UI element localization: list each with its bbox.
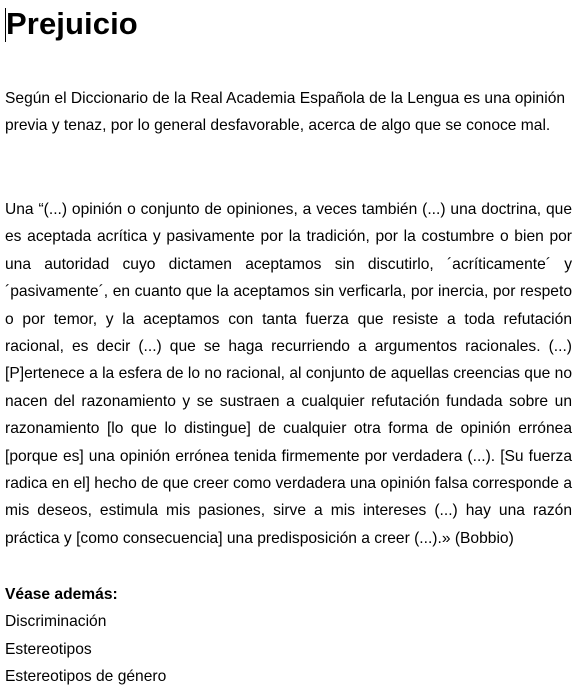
see-also-item-estereotipos-de-genero[interactable]: Estereotipos de género bbox=[5, 668, 167, 686]
definition-paragraph[interactable]: Según el Diccionario de la Real Academia Española de la Lengua es una opinión previa y tenaz, por lo general desfavorable, acerca de algo que se conoce mal. bbox=[5, 90, 566, 135]
title-area bbox=[5, 0, 572, 50]
see-also-heading: Véase además: bbox=[5, 586, 118, 603]
document-page[interactable] bbox=[5, 0, 572, 686]
see-also-section bbox=[5, 581, 572, 691]
page-title[interactable]: Prejuicio bbox=[6, 6, 138, 41]
see-also-item-discriminacion[interactable]: Discriminación bbox=[5, 613, 107, 631]
see-also-item-estereotipos[interactable]: Estereotipos bbox=[5, 640, 92, 658]
quote-paragraph[interactable]: Una “(...) opinión o conjunto de opiniones, a veces también (...) una doctrina, que es aceptada acrítica y pasivamente por la tradición, por la costumbre o bien por una autoridad cuyo dictamen aceptamos sin discutirlo, ´acríticamente´ y ´pasivamente´, en cuanto que la aceptamos sin verficarla, por inercia, por respeto o por temor, y la aceptamos con tanta fuerza que resiste a toda refutación racional, es decir (...) que se haga recurriendo a argumentos racionales. (...) [P]ertenece a la esfera de lo no racional, al conjunto de aquellas creencias que no nacen del razonamiento y se sustraen a cualquier refutación fundada sobre un razonamiento [lo que lo distingue] de cualquier otra forma de opinión errónea [porque es] una opinión errónea tenida firmemente por verdadera (...). [Su fuerza radica en el] hecho de que creer como verdadera una opinión falsa corresponde a mis deseos, estimula mis pasiones, sirve a mis intereses (...) hay una razón práctica y [como consecuencia] una predisposición a creer (...).» (Bobbio) bbox=[5, 201, 572, 547]
